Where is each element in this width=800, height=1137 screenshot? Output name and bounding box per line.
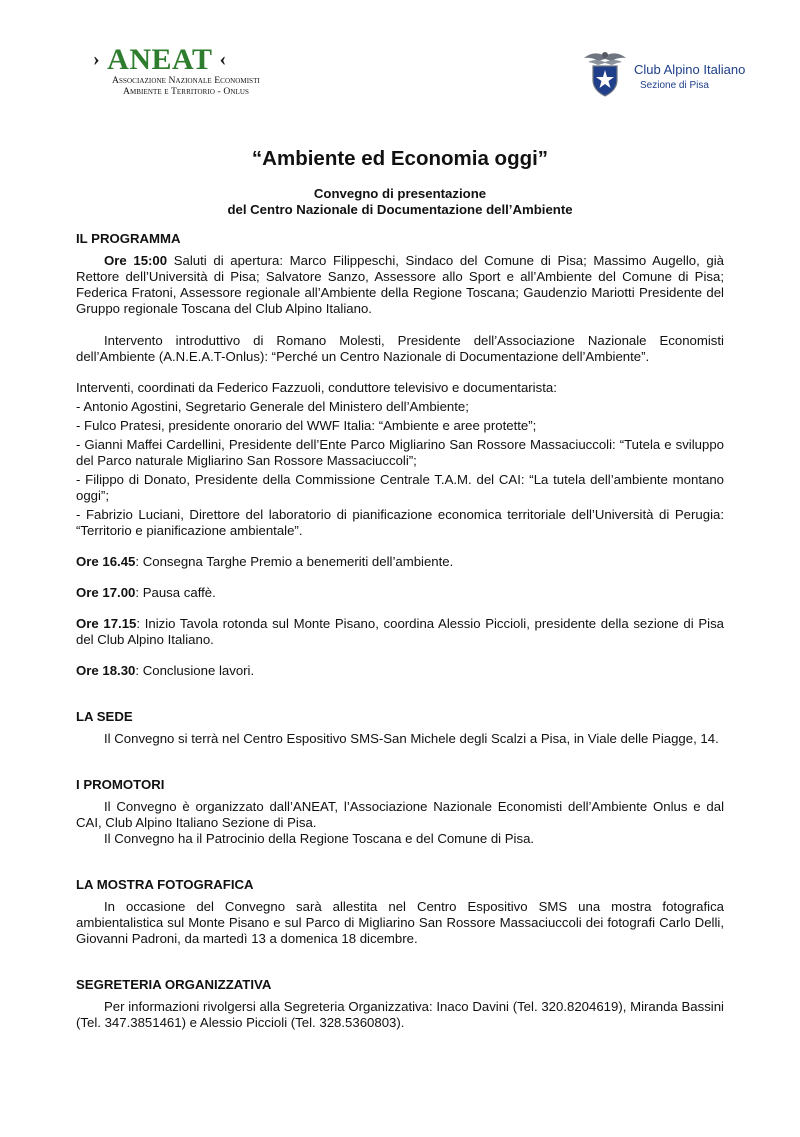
page-title: “Ambiente ed Economia oggi” (251, 147, 549, 170)
subtitle-line2: del Centro Nazionale di Documentazione dell’Ambiente (227, 202, 573, 217)
section-heading-sede: LA SEDE (76, 709, 133, 724)
aneat-wordmark (86, 44, 286, 75)
mostra-paragraph: In occasione del Convegno sarà allestita nel Centro Espositivo SMS una mostra fotografica ambientalistica sul Monte Pisano e sul Parco di Migliarino San Rossore Massaciuccoli dei fotografi Carlo Delli, Giovanni Padroni, da martedì 13 a domenica 18 dicembre. (76, 899, 724, 946)
chevron-left-icon: ‹ (219, 48, 227, 70)
intervento-item: - Antonio Agostini, Segretario Generale del Ministero dell’Ambiente; (76, 399, 469, 414)
cai-logo (582, 48, 752, 98)
time-label: Ore 17.00 (76, 585, 136, 600)
time-label: Ore 17.15 (76, 616, 137, 631)
schedule-text: : Pausa caffè. (135, 585, 216, 600)
promotori-paragraph-1: Il Convegno è organizzato dall’ANEAT, l’Associazione Nazionale Economisti dell’Ambiente Onlus e dal CAI, Club Alpino Italiano Sezione di Pisa. (76, 799, 724, 830)
intervento-item: - Filippo di Donato, Presidente della Commissione Centrale T.A.M. del CAI: “La tutela dell’ambiente montano oggi”; (76, 472, 724, 503)
section-heading-promotori: I PROMOTORI (76, 777, 165, 792)
chevron-right-icon: › (93, 48, 101, 70)
programma-paragraph-2: Intervento introduttivo di Romano Molesti, Presidente dell’Associazione Nazionale Economisti dell’Ambiente (A.N.E.A.T-Onlus): “Perché un Centro Nazionale di Documentazione dell’Ambiente”. (76, 333, 724, 364)
programma-paragraph-1 (76, 253, 724, 317)
subtitle (0, 186, 800, 218)
cai-section: Sezione di Pisa (640, 80, 709, 91)
aneat-name: ANEAT (107, 43, 213, 76)
intervento-item: - Fulco Pratesi, presidente onorario del WWF Italia: “Ambiente e aree protette”; (76, 418, 537, 433)
intervento-item: - Gianni Maffei Cardellini, Presidente dell’Ente Parco Migliarino San Rossore Massaciuccoli: “Tutela e sviluppo del Parco naturale Migliarino San Rossore Massaciuccoli”; (76, 437, 724, 468)
schedule-item (76, 616, 724, 648)
schedule-item (76, 585, 724, 601)
aneat-subtitle-line2: Ambiente e Territorio - Onlus (122, 86, 250, 97)
segreteria-paragraph: Per informazioni rivolgersi alla Segreteria Organizzativa: Inaco Davini (Tel. 320.8204619), Miranda Bassini (Tel. 347.3851461) e Alessio Piccioli (Tel. 328.5360803). (76, 999, 724, 1030)
section-heading-programma: IL PROGRAMMA (76, 231, 181, 246)
subtitle-line1: Convegno di presentazione (313, 186, 487, 201)
programma-p1-text: Saluti di apertura: Marco Filippeschi, Sindaco del Comune di Pisa; Massimo Augello, già Rettore dell’Università di Pisa; Salvatore Sanzo, Assessore allo Sport e all’Ambiente del Comune di Pisa; Federica Fratoni, Assessore regionale all’Ambiente della Regione Toscana; Gaudenzio Mariotti Presidente del Gruppo regionale Toscana del Club Alpino Italiano. (76, 253, 724, 316)
time-label: Ore 16.45 (76, 554, 136, 569)
time-label: Ore 15:00 (104, 253, 168, 268)
interventi-intro: Interventi, coordinati da Federico Fazzuoli, conduttore televisivo e documentarista: (76, 380, 557, 395)
schedule-item (76, 554, 724, 570)
cai-name: Club Alpino Italiano (634, 62, 746, 77)
intervento-item: - Fabrizio Luciani, Direttore del laboratorio di pianificazione economica territoriale dell’Università di Perugia: “Territorio e pianificazione ambientale”. (76, 507, 724, 538)
aneat-subtitle-line1: Associazione Nazionale Economisti (112, 75, 260, 86)
schedule-text: : Consegna Targhe Premio a benemeriti dell’ambiente. (135, 554, 454, 569)
schedule-item (76, 663, 724, 679)
time-label: Ore 18.30 (76, 663, 136, 678)
aneat-logo (86, 44, 286, 97)
cai-emblem-icon (582, 48, 628, 98)
sede-paragraph: Il Convegno si terrà nel Centro Espositivo SMS-San Michele degli Scalzi a Pisa, in Viale delle Piagge, 14. (104, 731, 719, 746)
document-body (76, 231, 724, 1031)
promotori-paragraph-2: Il Convegno ha il Patrocinio della Regione Toscana e del Comune di Pisa. (104, 831, 535, 846)
section-heading-segreteria: SEGRETERIA ORGANIZZATIVA (76, 977, 272, 992)
section-heading-mostra: LA MOSTRA FOTOGRAFICA (76, 877, 254, 892)
schedule-text: : Conclusione lavori. (135, 663, 255, 678)
schedule-text: : Inizio Tavola rotonda sul Monte Pisano, coordina Alessio Piccioli, presidente della sezione di Pisa del Club Alpino Italiano. (76, 616, 724, 647)
